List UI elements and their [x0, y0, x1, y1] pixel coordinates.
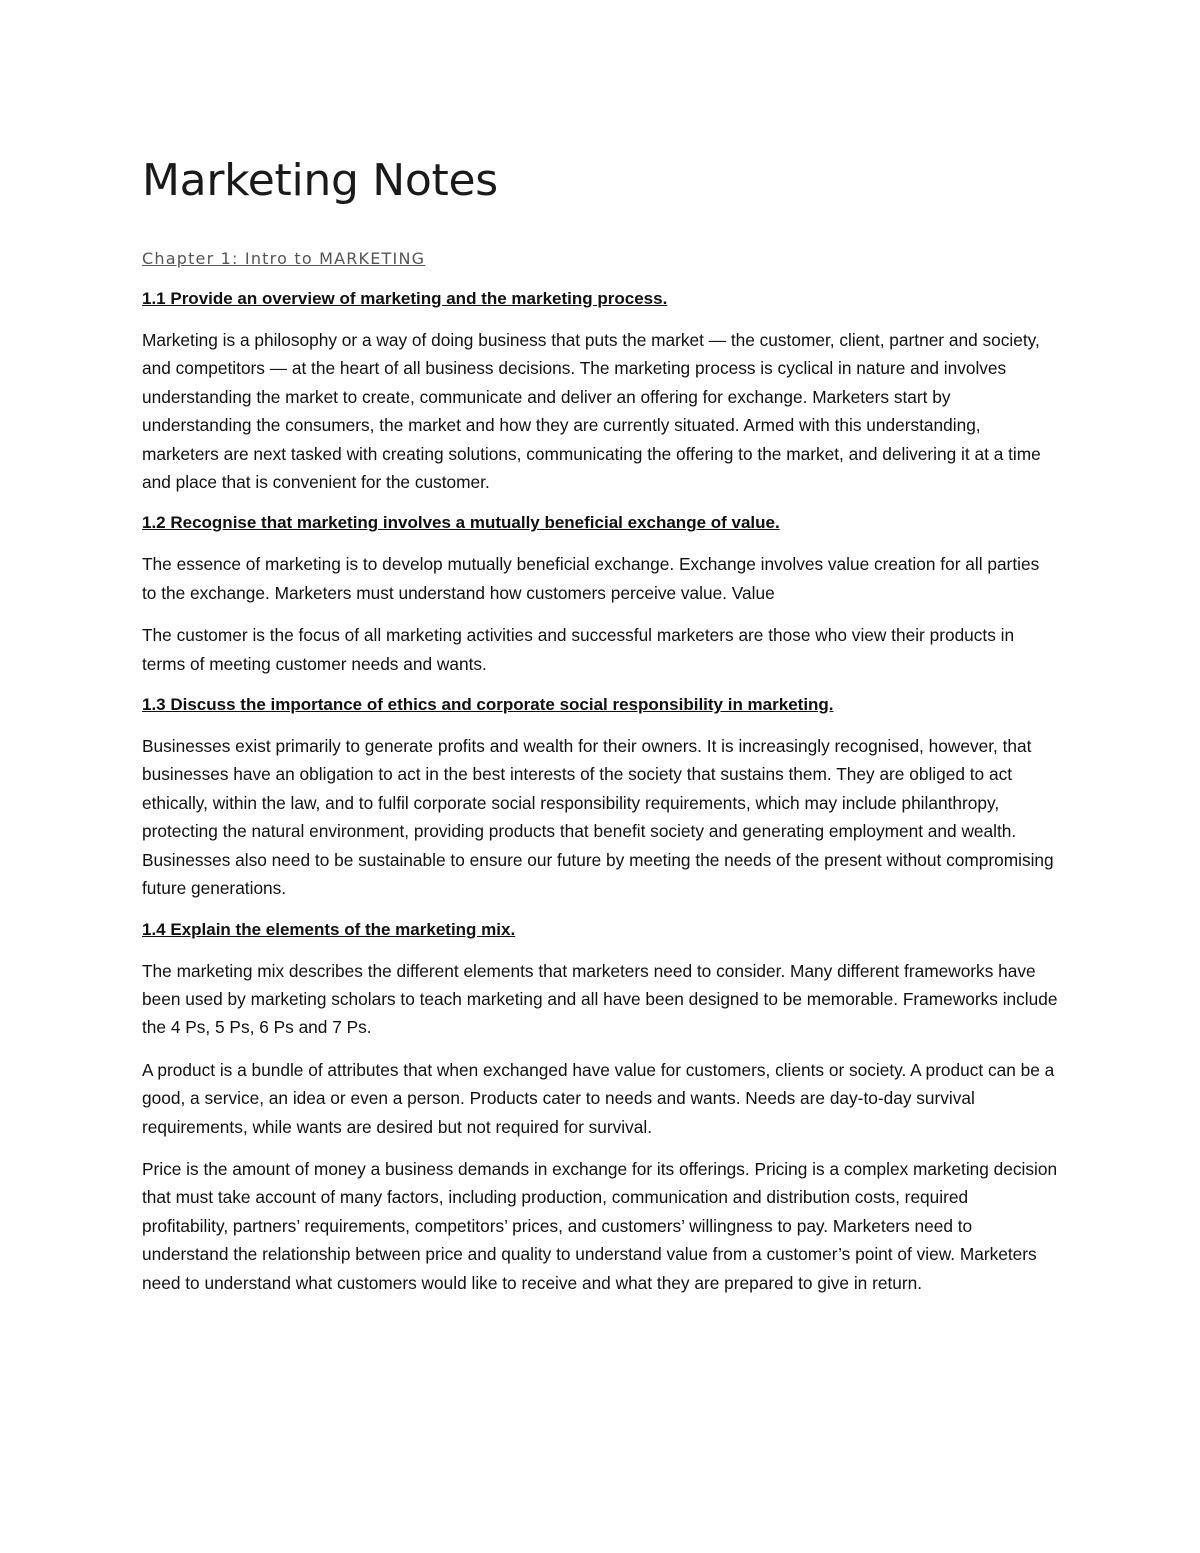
document-body — [142, 152, 1058, 1311]
paragraph: The essence of marketing is to develop mutually beneficial exchange. Exchange involves value creation for all parties to the exchange. Marketers must understand how customers perceive value. Value — [142, 554, 1040, 603]
document-title: Marketing Notes — [142, 155, 498, 206]
chapter-heading: Chapter 1: Intro to MARKETING — [142, 249, 426, 268]
section-heading: 1.2 Recognise that marketing involves a mutually beneficial exchange of value. — [142, 513, 780, 533]
paragraph: Marketing is a philosophy or a way of doing business that puts the market — the customer, client, partner and society, and competitors — at the heart of all business decisions. The marketing process is cyclical in nature and involves understanding the market to create, communicate and deliver an offering for exchange. Marketers start by understanding the consumers, the market and how they are currently situated. Armed with this understanding, marketers are next tasked with creating solutions, communicating the offering to the market, and delivering it at a time and place that is convenient for the customer. — [142, 330, 1041, 493]
section-heading: 1.1 Provide an overview of marketing and the marketing process. — [142, 289, 668, 308]
section-heading: 1.3 Discuss the importance of ethics and corporate social responsibility in marketing. — [142, 695, 834, 715]
paragraph: Businesses exist primarily to generate profits and wealth for their owners. It is increasingly recognised, however, that businesses have an obligation to act in the best interests of the society that sustains them. They are obliged to act ethically, within the law, and to fulfil corporate social responsibility requirements, which may include philanthropy, protecting the natural environment, providing products that benefit society and generating employment and wealth. Businesses also need to be sustainable to ensure our future by meeting the needs of the present without compromising future generations. — [142, 736, 1054, 899]
section-1-4 — [142, 917, 1058, 1297]
paragraph: The marketing mix describes the different elements that marketers need to consider. Many different frameworks have been used by marketing scholars to teach marketing and all have been designed to be memorable. Frameworks include the 4 Ps, 5 Ps, 6 Ps and 7 Ps. — [142, 960, 1058, 1038]
paragraph: Price is the amount of money a business demands in exchange for its offerings. Pricing is a complex marketing decision that must take account of many factors, including production, communication and distribution costs, required profitability, partners’ requirements, competitors’ prices, and customers’ willingness to pay. Marketers need to understand the relationship between price and quality to understand value from a customer’s point of view. Marketers need to understand what customers would like to receive and what they are prepared to give in return. — [142, 1158, 1058, 1293]
section-1-1 — [142, 286, 1058, 496]
section-heading: 1.4 Explain the elements of the marketing mix. — [142, 919, 516, 939]
section-1-3 — [142, 692, 1058, 902]
section-1-2 — [142, 510, 1058, 678]
paragraph: A product is a bundle of attributes that when exchanged have value for customers, clients or society. A product can be a good, a service, an idea or even a person. Products cater to needs and wants. Needs are day-to-day survival requirements, while wants are desired but not required for survival. — [142, 1059, 1055, 1137]
paragraph: The customer is the focus of all marketing activities and successful marketers are those who view their products in terms of meeting customer needs and wants. — [142, 625, 1015, 674]
